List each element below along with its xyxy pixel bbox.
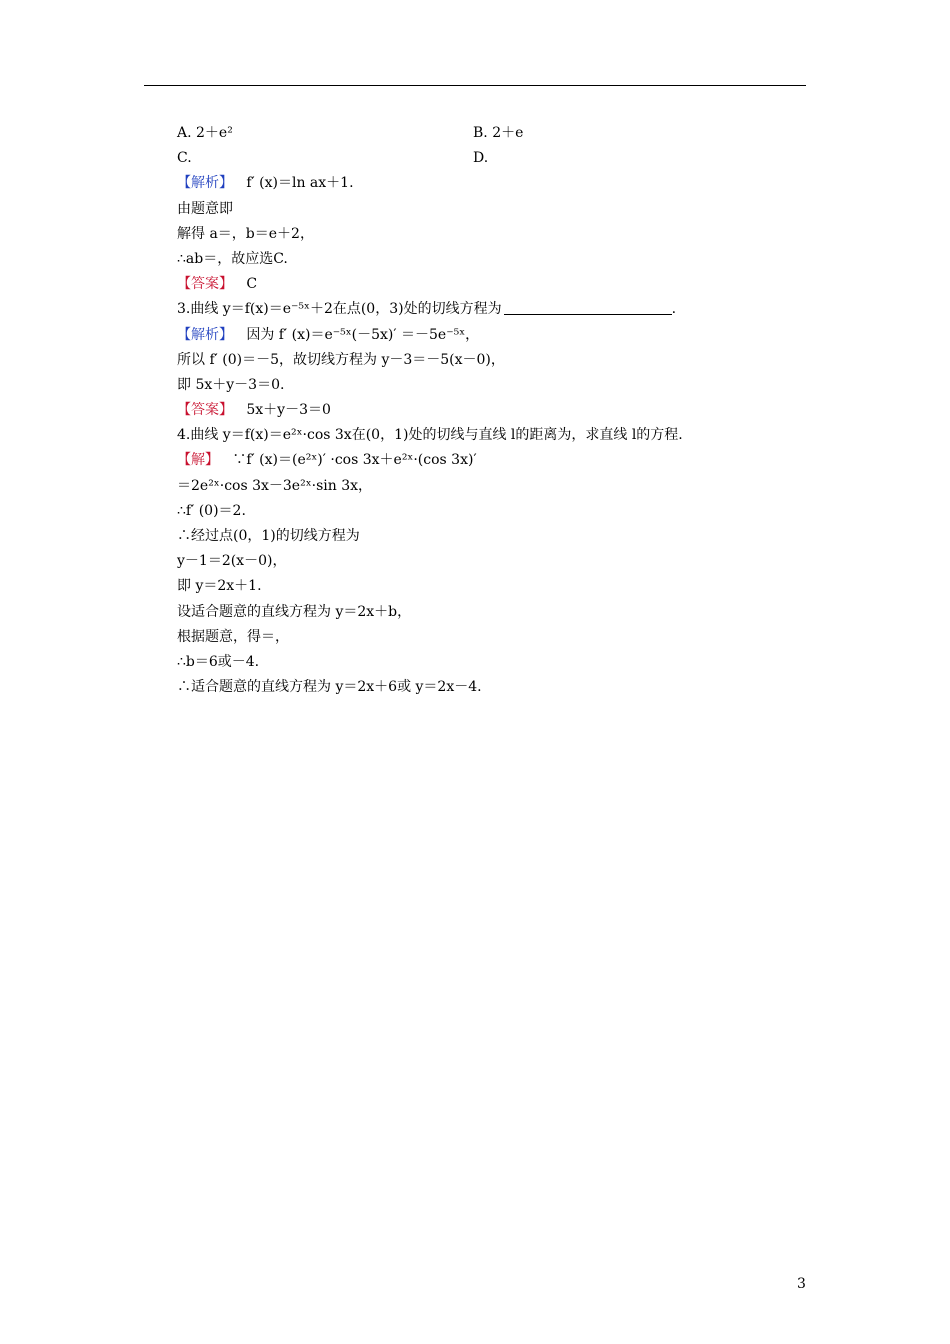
q3-analysis	[177, 323, 807, 348]
answer-blank	[504, 300, 672, 315]
q4-sol-2: ＝2e²ˣ·cos 3x－3e²ˣ·sin 3x，	[177, 477, 373, 494]
option-d: D.	[473, 150, 489, 167]
options-row-1	[177, 121, 807, 146]
q2-answer-text: C	[246, 276, 258, 293]
q2-answer	[177, 272, 807, 297]
q4-sol-1: ∵f′ (x)＝(e²ˣ)′ ·cos 3x＋e²ˣ·(cos 3x)′	[232, 452, 477, 469]
q4-sol-5: y－1＝2(x－0)，	[177, 553, 287, 570]
q3-answer	[177, 398, 807, 423]
q3-analysis-text: 因为 f′ (x)＝e⁻⁵ˣ(－5x)′ ＝－5e⁻⁵ˣ，	[246, 326, 480, 343]
q3-line-1: 所以 f′ (0)＝－5，故切线方程为 y－3＝－5(x－0)，	[177, 351, 505, 368]
q4-sol-6: 即 y＝2x＋1.	[177, 578, 262, 595]
answer-tag: 【答案】	[177, 276, 233, 293]
q3-answer-text: 5x＋y－3＝0	[246, 402, 331, 419]
header-rule	[144, 85, 806, 86]
q2-line-2: 解得 a＝，b＝e＋2，	[177, 225, 314, 242]
q4-sol-3: ∴f′ (0)＝2.	[177, 502, 246, 519]
q4-sol-4: ∴经过点(0，1)的切线方程为	[177, 528, 360, 544]
q3-stem-end: .	[671, 301, 677, 318]
q3-line-2: 即 5x＋y－3＝0.	[177, 376, 285, 393]
q3-stem	[177, 297, 807, 322]
option-b: B. 2＋e	[473, 125, 524, 141]
document-body	[177, 121, 807, 700]
q2-analysis-text: f′ (x)＝ln ax＋1.	[246, 175, 354, 192]
answer-tag: 【答案】	[177, 402, 233, 419]
option-a: A. 2＋e²	[177, 125, 233, 141]
solution-tag: 【解】	[177, 452, 219, 469]
q2-line-1: 由题意即	[177, 200, 233, 217]
q4-sol-9: ∴b＝6或－4.	[177, 653, 260, 670]
options-row-2	[177, 146, 807, 171]
q3-stem-text: 3.曲线 y＝f(x)＝e⁻⁵ˣ＋2在点(0，3)处的切线方程为	[177, 301, 502, 318]
analysis-tag: 【解析】	[177, 175, 233, 192]
q2-line-3: ∴ab＝，故应选C.	[177, 250, 288, 267]
q4-solution-start	[177, 448, 807, 473]
q4-sol-10: ∴适合题意的直线方程为 y＝2x＋6或 y＝2x－4.	[177, 679, 482, 696]
q4-stem: 4.曲线 y＝f(x)＝e²ˣ·cos 3x在(0，1)处的切线与直线 l的距离为，求直线 l的方程.	[177, 427, 683, 444]
analysis-tag: 【解析】	[177, 326, 233, 343]
q4-sol-7: 设适合题意的直线方程为 y＝2x＋b，	[177, 603, 412, 620]
q2-analysis	[177, 171, 807, 196]
page-number: 3	[797, 1276, 806, 1292]
q4-sol-8: 根据题意，得＝，	[177, 628, 289, 645]
option-c: C.	[177, 150, 192, 167]
